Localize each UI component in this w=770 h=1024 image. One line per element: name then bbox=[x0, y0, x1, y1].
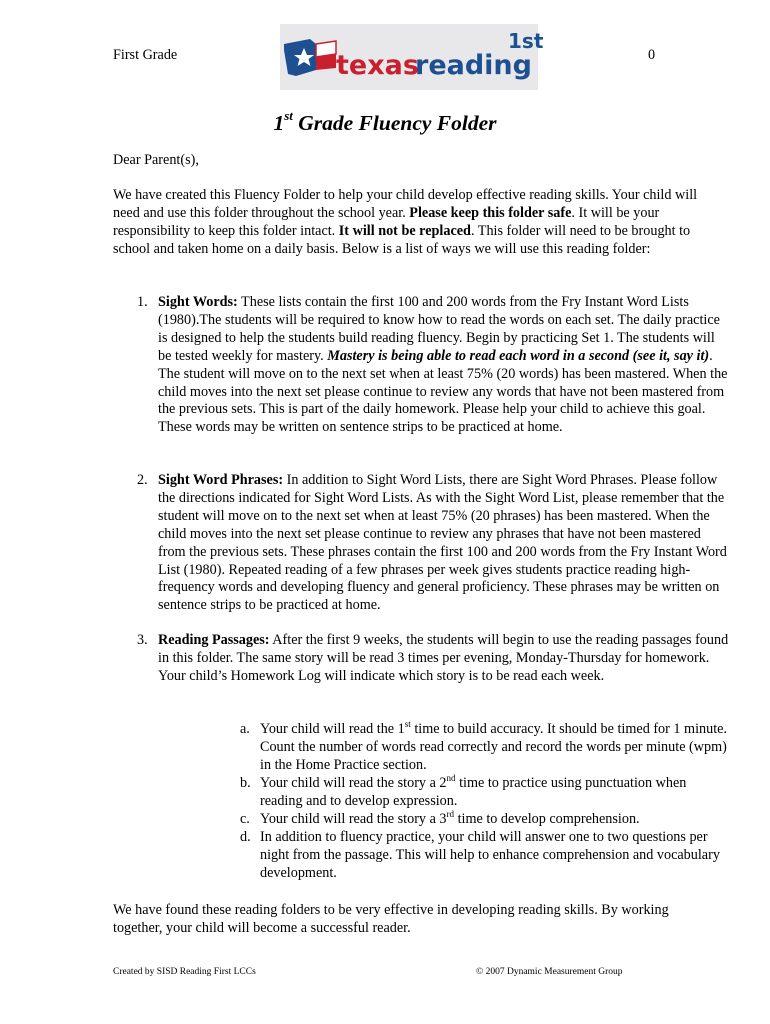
header-left-label: First Grade bbox=[113, 47, 178, 63]
sub-item-label: b. bbox=[240, 775, 251, 791]
list-item-heading: Sight Words: bbox=[158, 294, 238, 310]
list-item-text: After the first 9 weeks, the students will begin to use the reading passages found in this folder. The same story will be read 3 times per evening, Monday-Thursday for homework. Your child’s Homework Log will indicate which story is to be read each week. bbox=[158, 632, 729, 684]
sub-item-text: Your child will read the story a 3 bbox=[260, 811, 447, 827]
logo-word-reading: reading bbox=[415, 50, 532, 81]
title-ordinal-sup: st bbox=[284, 108, 293, 123]
sub-item-text: Your child will read the 1 bbox=[260, 721, 405, 737]
list-item-number: 1. bbox=[137, 294, 148, 310]
sub-item-text: Your child will read the story a 2 bbox=[260, 775, 447, 791]
sub-item-d bbox=[240, 829, 730, 883]
sub-item-text-2: time to build accuracy. It should be timed for 1 minute. Count the number of words read correctly and record the words per minute (wpm) in the Home Practice section. bbox=[260, 721, 728, 773]
list-item-number: 3. bbox=[137, 632, 148, 648]
list-item-heading: Reading Passages: bbox=[158, 632, 270, 648]
footer-credit: Created by SISD Reading First LCCs bbox=[113, 967, 256, 977]
sub-item-ordinal: rd bbox=[446, 809, 455, 819]
list-item-reading-passages bbox=[137, 632, 731, 686]
list-item-text: These lists contain the first 100 and 200 words from the Fry Instant Word Lists (1980).The students will be required to know how to read the words on each set. The daily practice is designed to help the students build reading fluency. Begin by practicing Set 1. The students will be tested weekly for mastery. bbox=[158, 294, 720, 364]
list-item-text: In addition to Sight Word Lists, there are Sight Word Phrases. Please follow the directions indicated for Sight Word Lists. As with the Sight Word List, please remember that the student will move on to the next set when at least 75% (20 phrases) has been mastered. When the child moves into the next set please continue to review any phrases that have not been mastered from the previous sets. These phrases contain the first 100 and 200 words from the Fry Instant Word List (1980). Repeated reading of a few phrases per week gives students practice reading high-frequency words and developing fluency and general proficiency. These phrases may be written on sentence strips to be practiced at home. bbox=[158, 472, 727, 614]
list-item-heading: Sight Word Phrases: bbox=[158, 472, 284, 488]
list-item-sight-words bbox=[137, 294, 731, 437]
intro-text-1: We have created this Fluency Folder to help your child develop effective reading skills. Your child will need and use this folder throughout the school year. bbox=[113, 187, 698, 221]
intro-text-2: . It will be your responsibility to keep this folder intact. bbox=[113, 204, 660, 239]
sub-item-text-2: time to develop comprehension. bbox=[454, 811, 640, 827]
sub-item-text-2: time to practice using punctuation when reading and to develop expression. bbox=[260, 775, 687, 809]
sub-item-ordinal: nd bbox=[446, 773, 456, 783]
title-text: Grade Fluency Folder bbox=[292, 111, 497, 135]
logo-word-texas: texas bbox=[336, 50, 419, 81]
intro-paragraph bbox=[113, 187, 718, 259]
sub-item-label: d. bbox=[240, 829, 251, 845]
intro-bold-2: It will not be replaced bbox=[338, 222, 471, 239]
list-item-number: 2. bbox=[137, 472, 148, 488]
list-item-sight-word-phrases bbox=[137, 472, 731, 615]
sub-item-text: In addition to fluency practice, your child will answer one to two questions per night from the passage. This will help to enhance comprehension and vocabulary development. bbox=[260, 829, 720, 881]
intro-bold-1: Please keep this folder safe bbox=[409, 204, 572, 221]
page-number: 0 bbox=[648, 47, 656, 63]
sub-item-a bbox=[240, 719, 730, 775]
sub-item-label: a. bbox=[240, 721, 250, 737]
logo-graphic bbox=[280, 24, 544, 90]
list-item-text-2: . The student will move on to the next set when at least 75% (20 words) has been mastered. When the child moves into the next set please continue to review any words that have not been mastered from the previous sets. This is part of the daily homework. Please help your child to achieve this goal. These words may be written on sentence strips to be practiced at home. bbox=[158, 347, 728, 436]
title-ordinal: 1 bbox=[273, 111, 285, 135]
intro-text-3: . This folder will need to be brought to school and taken home on a daily basis. Below is a list of ways we will use this reading folder: bbox=[113, 222, 691, 257]
sub-item-ordinal: st bbox=[404, 719, 411, 729]
sub-item-label: c. bbox=[240, 811, 250, 827]
sub-item-c bbox=[240, 809, 730, 829]
texas-reading-first-logo bbox=[280, 24, 544, 90]
logo-superscript-1st: 1st bbox=[508, 29, 544, 53]
greeting: Dear Parent(s), bbox=[113, 152, 199, 168]
sub-item-b bbox=[240, 773, 730, 811]
list-item-emphasis: Mastery is being able to read each word in a second (see it, say it) bbox=[327, 347, 710, 364]
footer-copyright: © 2007 Dynamic Measurement Group bbox=[476, 967, 623, 977]
document-title bbox=[0, 110, 770, 136]
closing-paragraph: We have found these reading folders to be very effective in developing reading skills. By working together, your child will become a successful reader. bbox=[113, 902, 669, 936]
